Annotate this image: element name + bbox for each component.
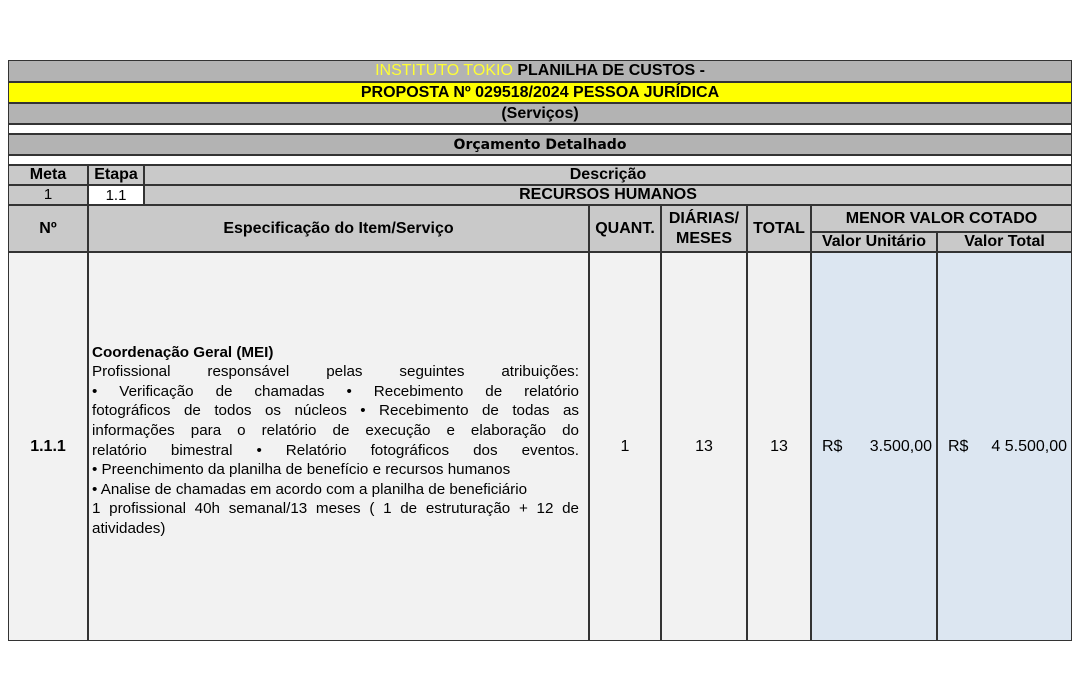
col-diarias (661, 205, 747, 252)
item-total (747, 252, 811, 641)
description-line: • Preenchimento da planilha de benefício e recursos humanos (92, 461, 511, 479)
category-row (8, 103, 1072, 124)
blank-row (8, 124, 1072, 134)
group-title (144, 185, 1072, 205)
col-especificacao-label: Especificação do Item/Serviço (223, 219, 454, 237)
col-valor-total-label: Valor Total (964, 233, 1045, 250)
col-total-label: TOTAL (753, 219, 805, 237)
description-line: • Analise de chamadas em acordo com a planilha de beneficiário (92, 480, 528, 498)
meta-label: Meta (29, 166, 67, 183)
item-numero-text: 1.1.1 (30, 437, 66, 455)
group-title-text: RECURSOS HUMANOS (519, 186, 697, 203)
currency-symbol: R$ (948, 437, 969, 455)
description-line: • Verificação de chamadas • Recebimento de relatório (92, 382, 579, 400)
meta-value (8, 185, 88, 205)
col-numero-label: Nº (39, 219, 57, 237)
etapa-label: Etapa (94, 166, 138, 183)
col-valor-unitario (811, 232, 937, 252)
item-diarias-text: 13 (695, 437, 713, 455)
description-line: Profissional responsável pelas seguintes atribuições: (92, 363, 579, 381)
col-diarias-label-2: MESES (675, 229, 732, 247)
title-row (8, 60, 1072, 82)
meta-value-text: 1 (43, 186, 53, 203)
item-valor-total (937, 252, 1072, 641)
col-quant-label: QUANT. (595, 219, 655, 237)
description-line: 1 profissional 40h semanal/13 meses ( 1 de estruturação + 12 de (92, 500, 579, 518)
col-quant (589, 205, 661, 252)
description-line: relatório bimestral • Relatório fotográficos dos eventos. (92, 441, 579, 459)
col-valor-unitario-label: Valor Unitário (821, 233, 927, 250)
item-quant (589, 252, 661, 641)
item-diarias (661, 252, 747, 641)
item-description-lines (92, 362, 579, 538)
item-valor-unitario (811, 252, 937, 641)
col-total (747, 205, 811, 252)
etapa-value (88, 185, 144, 205)
descricao-header (144, 165, 1072, 185)
item-especificacao (88, 252, 589, 641)
budget-label: Orçamento Detalhado (453, 136, 627, 153)
item-numero (8, 252, 88, 641)
item-quant-text: 1 (620, 437, 630, 455)
sheet-title: PLANILHA DE CUSTOS - (517, 62, 705, 79)
description-line: fotográficos de todos os núcleos • Recebimento de todas as (92, 402, 579, 420)
currency-symbol: R$ (822, 437, 843, 455)
item-title: Coordenação Geral (MEI) (92, 343, 274, 361)
col-diarias-label-1: DIÁRIAS/ (668, 209, 740, 227)
description-line: informações para o relatório de execução e elaboração do (92, 421, 579, 439)
col-menor-valor-label: MENOR VALOR COTADO (845, 209, 1038, 227)
descricao-label: Descrição (569, 166, 647, 183)
description-line: atividades) (92, 519, 166, 537)
meta-header (8, 165, 88, 185)
item-valor-unitario-text: 3.500,00 (869, 437, 932, 455)
proposal-number: PROPOSTA Nº 029518/2024 PESSOA JURÍDICA (360, 83, 720, 101)
col-numero (8, 205, 88, 252)
institute-name: INSTITUTO TOKIO (375, 62, 513, 79)
proposal-row (8, 82, 1072, 103)
col-menor-valor (811, 205, 1072, 232)
etapa-value-text: 1.1 (105, 186, 127, 204)
item-valor-total-text: 4 5.500,00 (991, 437, 1067, 455)
col-especificacao (88, 205, 589, 252)
category-label: (Serviços) (501, 104, 579, 122)
item-description (92, 343, 579, 539)
col-valor-total (937, 232, 1072, 252)
blank-row-2 (8, 155, 1072, 165)
etapa-header (88, 165, 144, 185)
item-total-text: 13 (770, 437, 788, 455)
budget-row (8, 134, 1072, 155)
